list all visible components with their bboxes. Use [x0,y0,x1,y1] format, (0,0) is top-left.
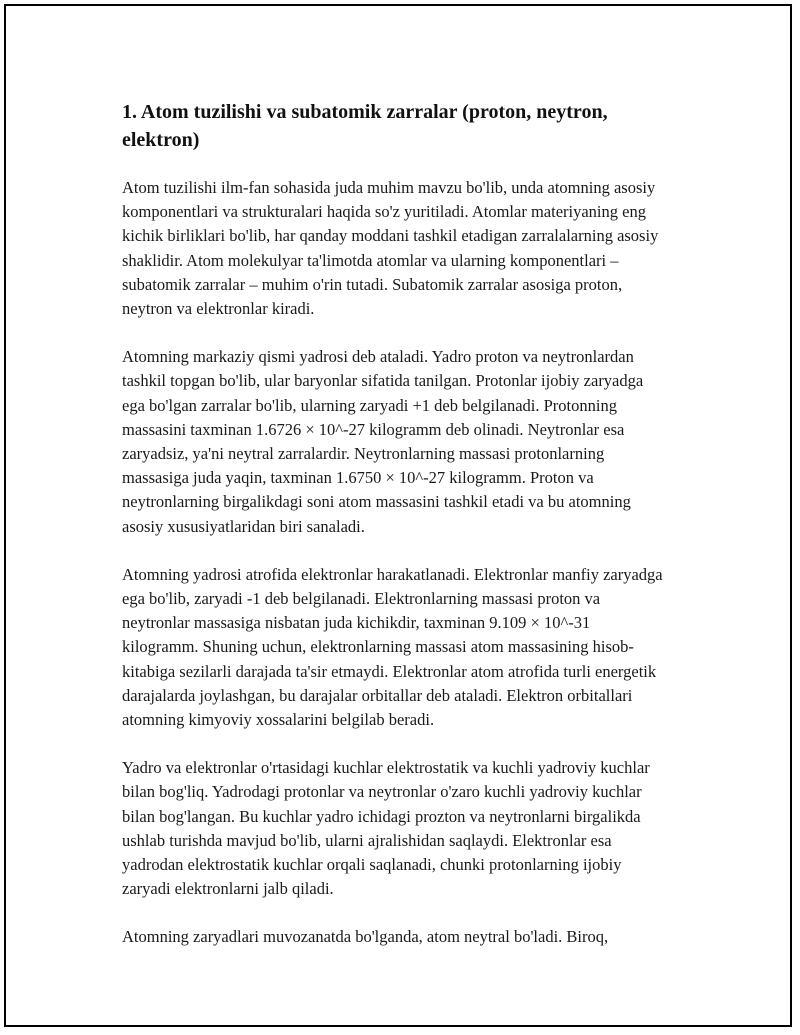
document-body [122,98,670,974]
paragraph-forces: Yadro va elektronlar o'rtasidagi kuchlar elektrostatik va kuchli yadroviy kuchlar bilan bog'liq. Yadrodagi protonlar va neytronlar o'zaro kuchli yadroviy kuchlar bilan bog'langan. Bu kuchlar yadro ichidagi prozton va neytronlarni birgalikda ushlab turishda mavjud bo'lib, ularni ajralishidan saqlaydi. Elektronlar esa yadrodan elektrostatik kuchlar orqali saqlanadi, chunki protonlarning ijobiy zaryadi elektronlarni jalb qiladi. [122,758,650,899]
paragraph-electrons: Atomning yadrosi atrofida elektronlar harakatlanadi. Elektronlar manfiy zaryadga ega bo'lib, zaryadi -1 deb belgilanadi. Elektronlarning massasi proton va neytronlar massasiga nisbatan juda kichikdir, taxminan 9.109 × 10^-31 kilogramm. Shuning uchun, elektronlarning massasi atom massasining hisob-kitabiga sezilarli darajada ta'sir etmaydi. Elektronlar atom atrofida turli energetik darajalarda joylashgan, bu darajalar orbitallar deb ataladi. Elektron orbitallari atomning kimyoviy xossalarini belgilab beradi. [122,564,663,730]
document-title: 1. Atom tuzilishi va subatomik zarralar (proton, neytron, elektron) [122,101,608,151]
paragraph-charge-balance: Atomning zaryadlari muvozanatda bo'lganda, atom neytral bo'ladi. Biroq, [122,927,609,947]
document-page [4,4,792,1027]
paragraph-atom-structure: Atom tuzilishi ilm-fan sohasida juda muhim mavzu bo'lib, unda atomning asosiy komponentlari va strukturalari haqida so'z yuritiladi. Atomlar materiyaning eng kichik birliklari bo'lib, har qanday moddani tashkil etadigan zarralalarning asosiy shaklidir. Atom molekulyar ta'limotda atomlar va ularning komponentlari – subatomik zarralar – muhim o'rin tutadi. Subatomik zarralar asosiga proton, neytron va elektronlar kiradi. [122,178,659,319]
paragraph-nucleus: Atomning markaziy qismi yadrosi deb ataladi. Yadro proton va neytronlardan tashkil topgan bo'lib, ular baryonlar sifatida tanilgan. Protonlar ijobiy zaryadga ega bo'lgan zarralar bo'lib, ularning zaryadi +1 deb belgilanadi. Protonning massasini taxminan 1.6726 × 10^-27 kilogramm deb olinadi. Neytronlar esa zaryadsiz, ya'ni neytral zarralardir. Neytronlarning massasi protonlarning massasiga juda yaqin, taxminan 1.6750 × 10^-27 kilogramm. Proton va neytronlarning birgalikdagi soni atom massasini tashkil etadi va bu atomning asosiy xususiyatlaridan biri sanaladi. [122,347,644,536]
